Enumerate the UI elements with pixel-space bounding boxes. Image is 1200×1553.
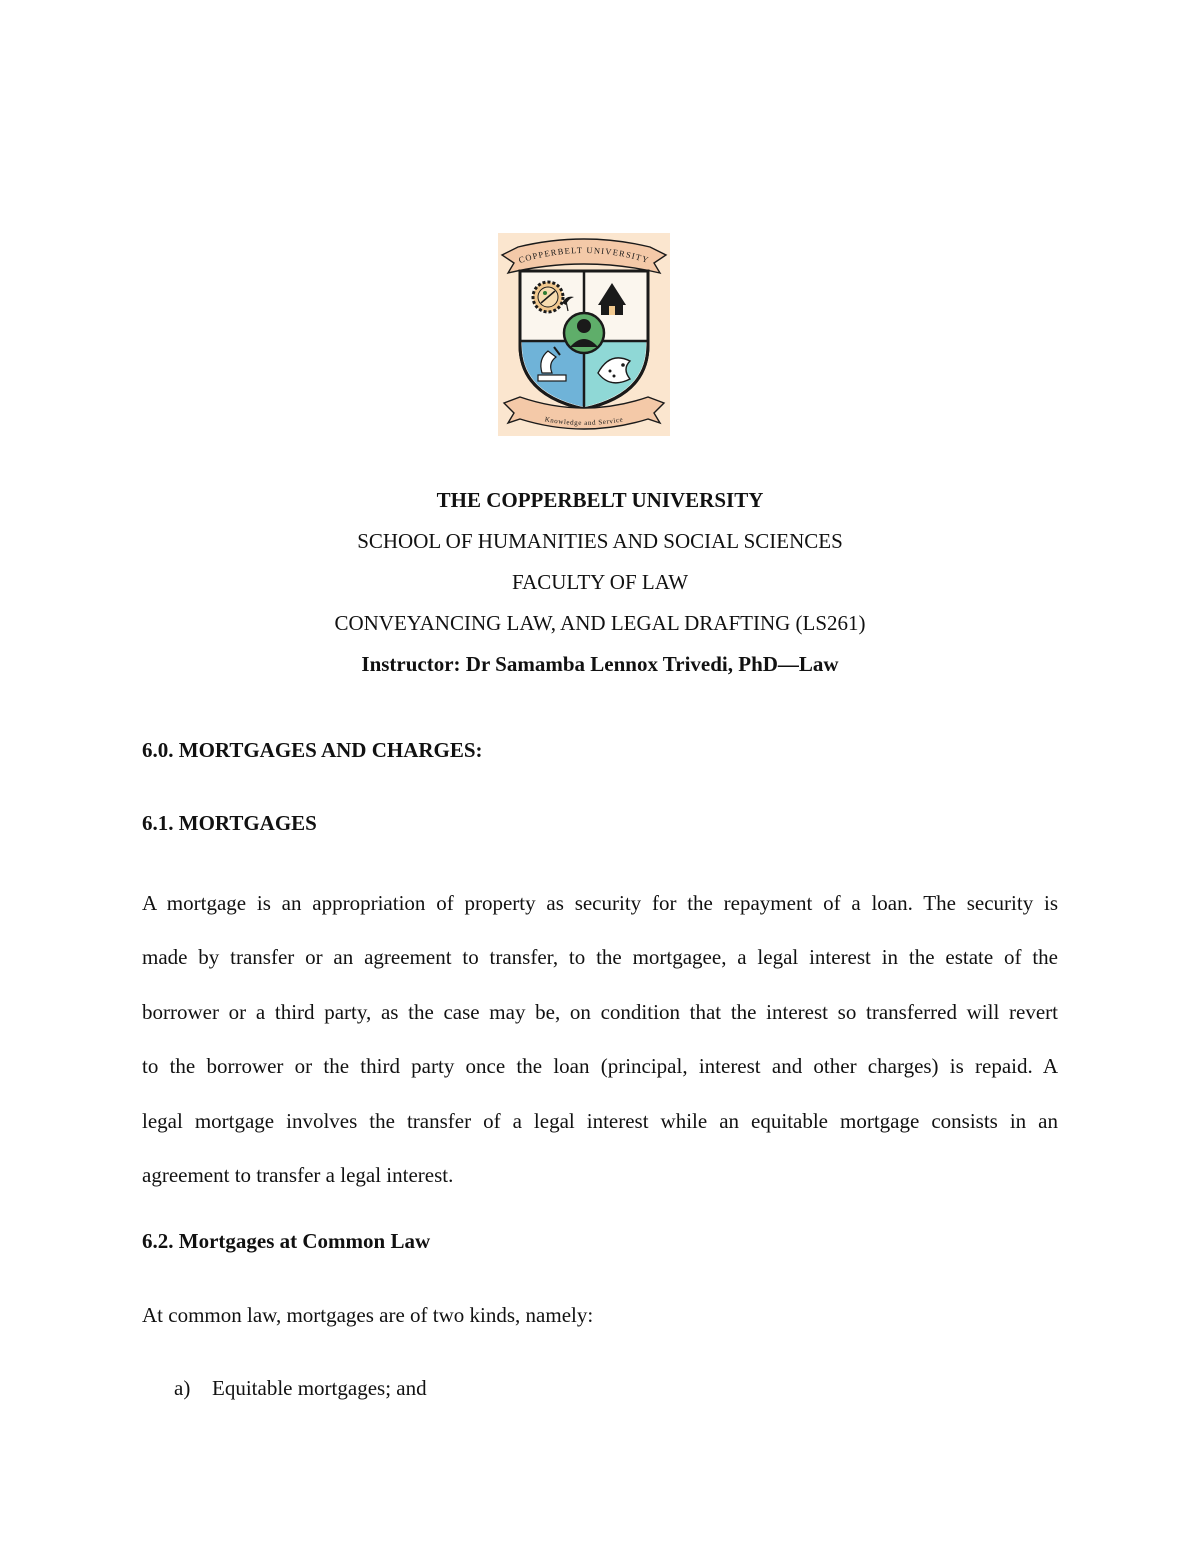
gear-icon [533, 282, 563, 312]
faculty-name: FACULTY OF LAW [511, 570, 689, 594]
paragraph-line: made by transfer or an agreement to transfer, to the mortgagee, a legal interest in the estate of the [142, 945, 1058, 970]
crest-banner-bottom-text: Knowledge and Service [544, 415, 624, 428]
title-block [0, 480, 1200, 685]
crest-banner-top-text: COPPERBELT UNIVERSITY [517, 244, 651, 266]
paragraph-line: A mortgage is an appropriation of property as security for the repayment of a loan. The security is [142, 891, 1058, 915]
university-name: THE COPPERBELT UNIVERSITY [436, 488, 764, 512]
paragraph-line: legal mortgage involves the transfer of a legal interest while an equitable mortgage consists in an [142, 1108, 1058, 1133]
section-6-2-intro: At common law, mortgages are of two kinds, namely: [142, 1303, 594, 1327]
paragraph-line: to the borrower or the third party once the loan (principal, interest and other charges) is repaid. A [142, 1054, 1058, 1079]
section-6-2-heading: 6.2. Mortgages at Common Law [142, 1229, 431, 1253]
list-item [174, 1376, 427, 1401]
course-title: CONVEYANCING LAW, AND LEGAL DRAFTING (LS261) [334, 611, 866, 635]
person-silhouette-icon [564, 313, 604, 353]
list-item-text: Equitable mortgages; and [212, 1376, 427, 1400]
instructor-line: Instructor: Dr Samamba Lennox Trivedi, PhD—Law [361, 652, 839, 676]
list-marker: a) [174, 1376, 191, 1400]
paragraph-line: agreement to transfer a legal interest. [142, 1162, 454, 1187]
school-name: SCHOOL OF HUMANITIES AND SOCIAL SCIENCES [357, 529, 843, 553]
section-6-1-heading: 6.1. MORTGAGES [142, 811, 317, 835]
university-crest-logo [498, 233, 670, 436]
section-6-1-paragraph [142, 876, 1058, 1202]
paragraph-line: borrower or a third party, as the case may be, on condition that the interest so transferred will revert [142, 999, 1058, 1024]
section-6-0-heading: 6.0. MORTGAGES AND CHARGES: [142, 738, 483, 762]
